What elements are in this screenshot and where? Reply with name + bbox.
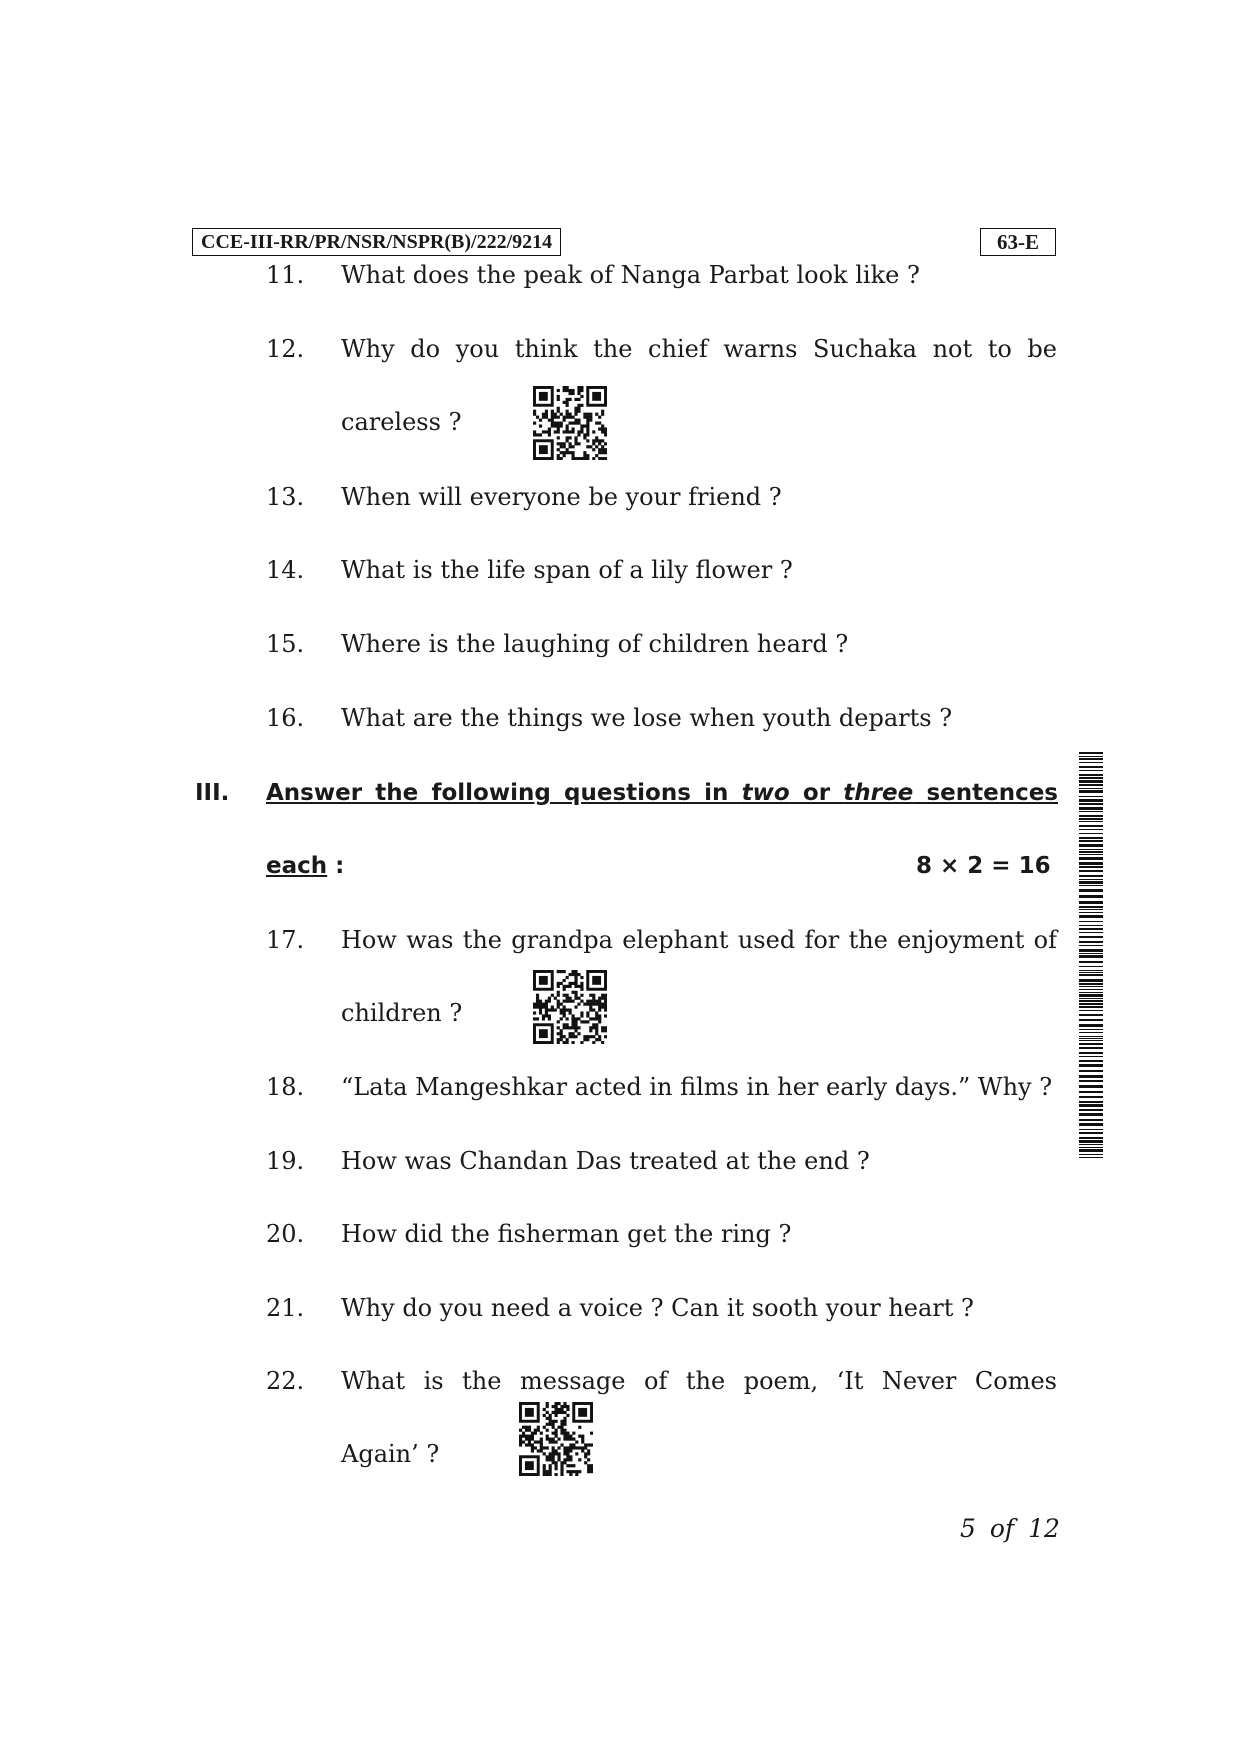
question-text-continued: careless ? <box>341 408 462 436</box>
question-number: 11. <box>266 261 305 289</box>
question-number: 13. <box>266 483 305 511</box>
question-text: Where is the laughing of children heard ? <box>341 630 849 658</box>
qr-code-icon <box>533 970 607 1044</box>
section-heading: Answer the following questions in two or three sentences <box>266 780 1058 806</box>
section-marks: 8 × 2 = 16 <box>916 853 1051 879</box>
question-number: 18. <box>266 1073 305 1101</box>
page-number: 5 of 12 <box>960 1514 1060 1543</box>
question-number: 14. <box>266 556 305 584</box>
question-text: What is the message of the poem, ‘It Never Comes <box>341 1367 1057 1395</box>
question-number: 21. <box>266 1294 305 1322</box>
question-number: 22. <box>266 1367 305 1395</box>
section-heading-continued: each : <box>266 853 345 879</box>
question-text: What is the life span of a lily flower ? <box>341 556 793 584</box>
question-number: 20. <box>266 1220 305 1248</box>
question-number: 15. <box>266 630 305 658</box>
question-text: How did the fisherman get the ring ? <box>341 1220 792 1248</box>
qr-code-icon <box>533 386 607 460</box>
question-number: 19. <box>266 1147 305 1175</box>
question-text: What are the things we lose when youth departs ? <box>341 704 953 732</box>
barcode-icon <box>1079 752 1103 1160</box>
question-number: 16. <box>266 704 305 732</box>
paper-code: CCE-III-RR/PR/NSR/NSPR(B)/222/9214 <box>192 228 561 256</box>
section-number: III. <box>195 780 230 806</box>
question-text: When will everyone be your friend ? <box>341 483 782 511</box>
question-text-continued: Again’ ? <box>341 1440 440 1468</box>
question-text: Why do you need a voice ? Can it sooth your heart ? <box>341 1294 974 1322</box>
question-number: 17. <box>266 926 305 954</box>
question-number: 12. <box>266 335 305 363</box>
question-text: How was the grandpa elephant used for the enjoyment of <box>341 926 1057 954</box>
question-text: How was Chandan Das treated at the end ? <box>341 1147 870 1175</box>
paper-number: 63-E <box>980 228 1056 256</box>
question-text: What does the peak of Nanga Parbat look like ? <box>341 261 920 289</box>
question-text-continued: children ? <box>341 999 463 1027</box>
question-text: Why do you think the chief warns Suchaka not to be <box>341 335 1057 363</box>
qr-code-icon <box>519 1402 593 1476</box>
question-text: “Lata Mangeshkar acted in films in her early days.” Why ? <box>341 1073 1053 1101</box>
